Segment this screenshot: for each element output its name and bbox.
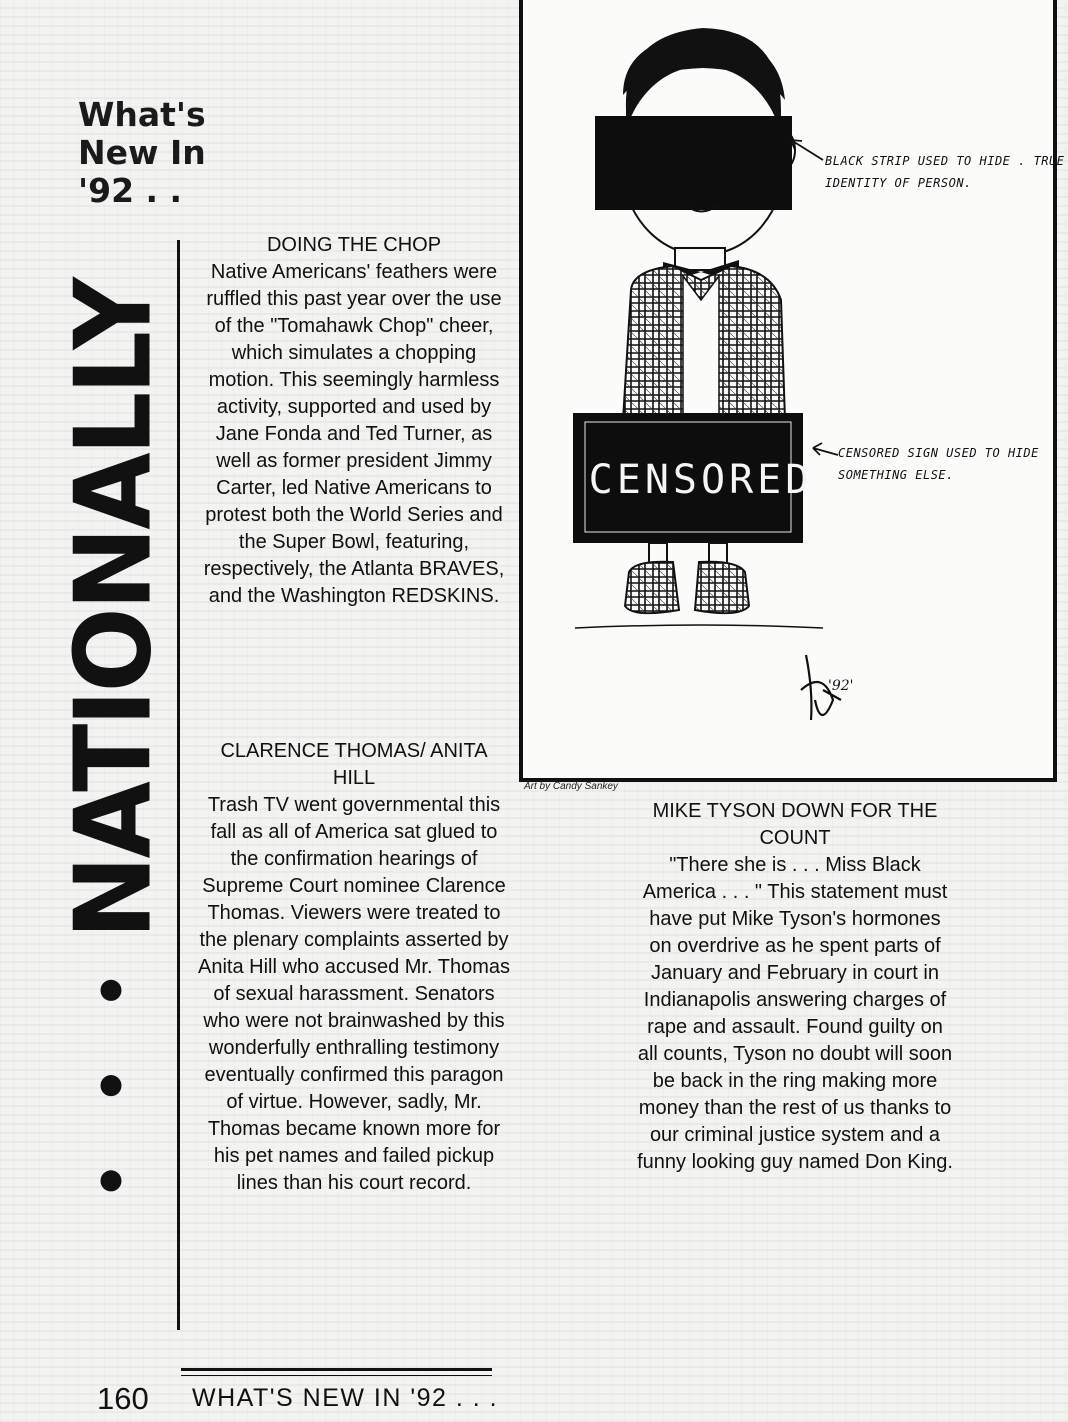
signature-year: '92'	[828, 678, 854, 694]
page-number: 160	[97, 1381, 149, 1416]
note-black-strip: BLACK STRIP USED TO HIDE . TRUE IDENTITY OF PERSON.	[825, 154, 1065, 190]
right-shoe	[695, 562, 749, 613]
article-chop-heading: DOING THE CHOP	[266, 234, 442, 256]
article-tyson-body: "There she is . . . Miss Black America . . . " This statement must have put Mike Tyson's hormones on overdrive as he spent parts of January and February in court in Indianapolis answering charges of rape and assault. Found guilty on all counts, Tyson no doubt will soon be back in the ring making more money than the rest of us thanks to our criminal justice system and a funny looking guy named Don King.	[637, 854, 953, 1173]
article-tyson-heading: MIKE TYSON DOWN FOR THE COUNT	[652, 800, 938, 849]
cartoon-drawing	[523, 0, 1053, 778]
section-banner-rotated	[51, 280, 175, 1200]
article-chop	[198, 232, 510, 610]
title-line-2: New In	[78, 133, 206, 172]
footer-rule-thin	[181, 1375, 492, 1376]
section-banner	[51, 280, 175, 1200]
column-divider	[177, 240, 180, 1330]
note-censored-sign: CENSORED SIGN USED TO HIDE SOMETHING ELSE.	[838, 446, 1039, 482]
running-head: WHAT'S NEW IN '92 . . .	[192, 1384, 499, 1412]
footer-rule	[181, 1368, 492, 1371]
article-thomas-hill	[198, 738, 510, 1197]
page-title	[78, 96, 258, 210]
left-shoe	[625, 562, 679, 613]
cartoon-illustration	[519, 0, 1065, 782]
title-line-1: What's	[78, 95, 206, 134]
banner-dots: • • •	[78, 953, 148, 1200]
article-tyson	[636, 798, 954, 1176]
article-thomas-hill-body: Trash TV went governmental this fall as all of America sat glued to the confirmation hearings of Supreme Court nominee Clarence Thomas. Viewers were treated to the plenary complaints asserted by Anita Hill who accused Mr. Thomas of sexual harassment. Senators who were not brainwashed by this wonderfully enthralling testimony eventually confirmed this paragon of virtue. However, sadly, Mr. Thomas became known more for his pet names and failed pickup lines than his court record.	[198, 794, 510, 1194]
banner-word: NATIONALLY	[51, 280, 175, 940]
art-credit: Art by Candy Sankey	[524, 781, 618, 792]
article-thomas-hill-heading: CLARENCE THOMAS/ ANITA HILL	[220, 740, 488, 789]
censored-sign-text: CENSORED	[588, 457, 814, 503]
black-strip	[595, 116, 792, 210]
article-chop-body: Native Americans' feathers were ruffled this past year over the use of the "Tomahawk Chop" cheer, which simulates a chopping motion. This seemingly harmless activity, supported and used by Jane Fonda and Ted Turner, as well as former president Jimmy Carter, led Native Americans to protest both the World Series and the Super Bowl, featuring, respectively, the Atlanta BRAVES, and the Washington REDSKINS.	[203, 261, 505, 607]
title-line-3: '92 . .	[78, 171, 183, 210]
